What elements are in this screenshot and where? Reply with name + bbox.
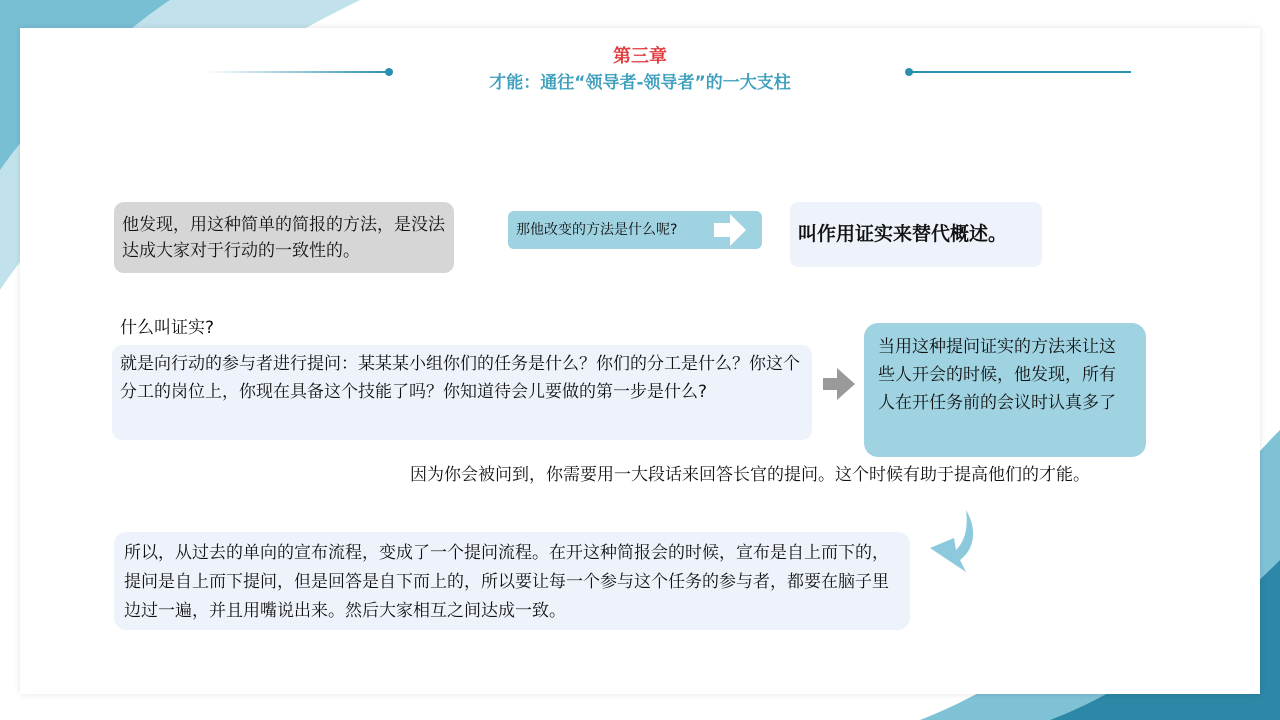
arrow-right-icon — [712, 213, 748, 247]
answer-box: 叫作用证实来替代概述。 — [790, 202, 1042, 267]
title-block — [0, 44, 1280, 96]
curved-arrow-down-left-icon — [926, 508, 978, 580]
explanation-box: 就是向行动的参与者进行提问：某某某小组你们的任务是什么？你们的分工是什么？你这个分工的岗位上，你现在具备这个技能了吗？你知道待会儿要做的第一步是什么? — [112, 345, 812, 440]
arrow-right-icon — [822, 367, 856, 401]
question-text: 那他改变的方法是什么呢? — [516, 222, 678, 238]
conclusion-box: 所以，从过去的单向的宣布流程，变成了一个提问流程。在开这种简报会的时候，宣布是自上而下的，提问是自上而下提问，但是回答是自下而上的，所以要让每一个参与这个任务的参与者，都要在脑子里边过一遍，并且用嘴说出来。然后大家相互之间达成一致。 — [114, 532, 910, 630]
chapter-subtitle: 才能：通往“领导者-领导者”的一大支柱 — [489, 73, 791, 93]
section-heading: 什么叫证实? — [120, 318, 215, 338]
observation-box: 他发现，用这种简单的简报的方法，是没法达成大家对于行动的一致性的。 — [114, 202, 454, 273]
result-box: 当用这种提问证实的方法来让这些人开会的时候，他发现，所有人在开任务前的会议时认真多了 — [864, 323, 1146, 457]
reason-text: 因为你会被问到，你需要用一大段话来回答长官的提问。这个时候有助于提高他们的才能。 — [410, 465, 1090, 485]
chapter-title: 第三章 — [613, 46, 667, 67]
